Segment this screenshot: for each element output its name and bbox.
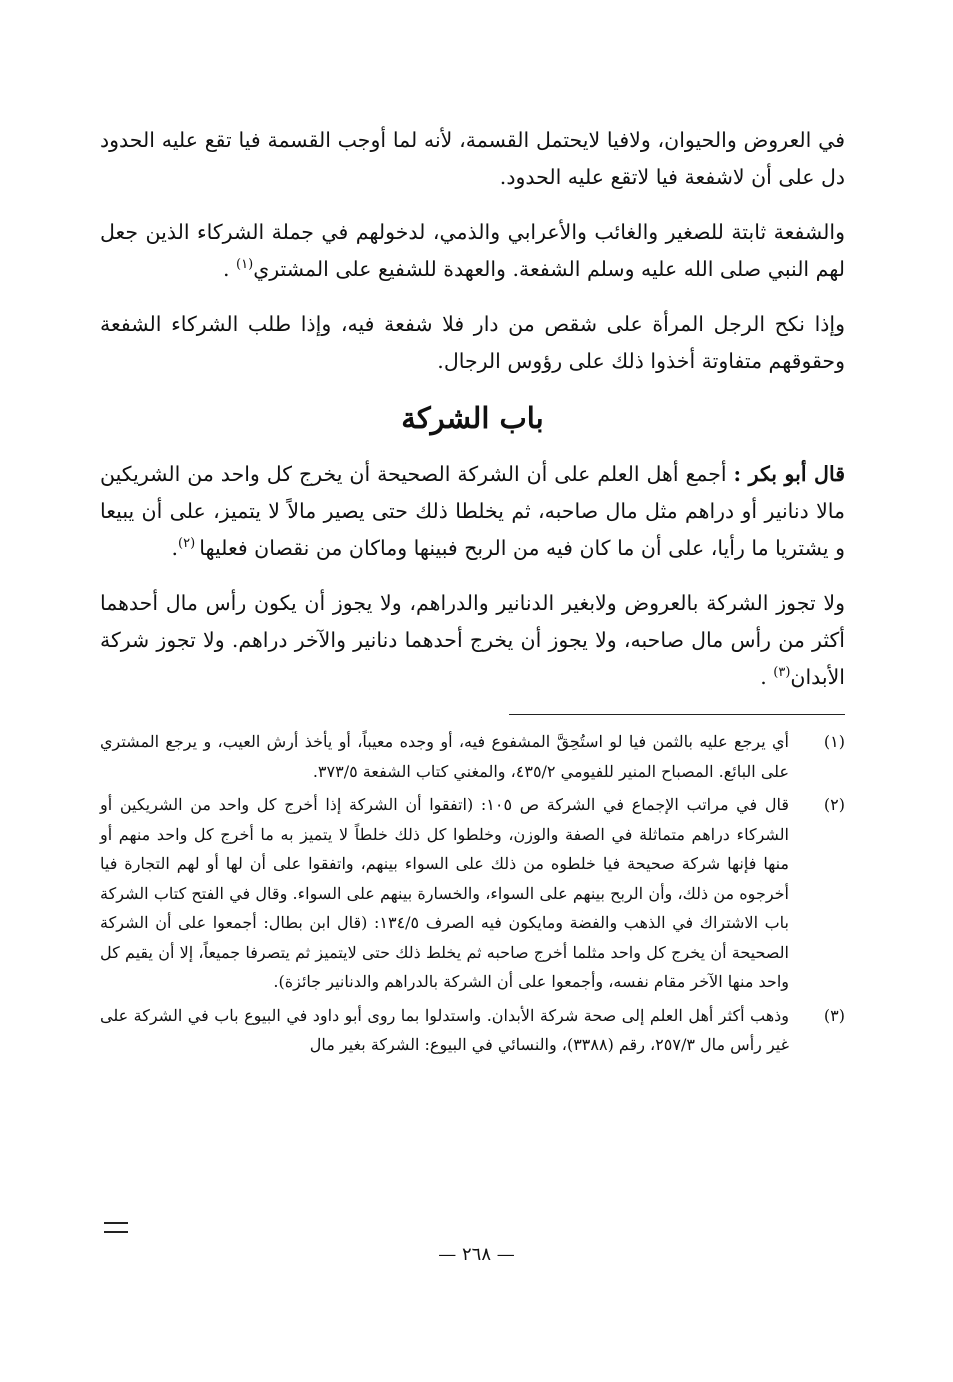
paragraph-1 (100, 122, 845, 196)
paragraph-4-text: أجمع أهل العلم على أن الشركة الصحيحة أن يخرج كل واحد من الشريكين مالا دنانير أو دراهم مثل مال صاحبه، ثم يخلطا ذلك حتى يصير مالاً لا يتميز، على أن يبيعا و يشتريا ما رأيا، على أن ما كان فيه من الربح فبينها وماكان من نقصان فعليها (100, 462, 845, 560)
paragraph-3-text: وإذا نكح الرجل المرأة على شقص من دار فلا شفعة فيه، وإذا طلب الشركاء الشفعة وحقوقهم متفاوتة أخذوا ذلك على رؤوس الرجال. (100, 312, 845, 373)
paragraph-4-end: . (171, 536, 178, 560)
paragraph-5-text: ولا تجوز الشركة بالعروض ولابغير الدنانير والدراهم، ولا يجوز أن يكون رأس مال أحدهما أكثر من رأس مال صاحبه، ولا يجوز أن يخرج أحدهما دنانير والآخر دراهم. ولا تجوز شركة الأبدان (100, 591, 845, 689)
continuation-mark (104, 1222, 128, 1233)
footnote-ref-1: (١) (236, 257, 254, 273)
footnote-ref-3: (٣) (773, 665, 791, 681)
footnote-text: قال في مراتب الإجماع في الشركة ص ١٠٥: (اتفقوا أن الشركة إذا أخرج كل واحد من الشريكين أو الشركاء دراهم متماثلة في الصفة والوزن، وخلطوا كل ذلك خلطاً لا يتميز به ما أخرج كل واحد منهم أو منها فإنها شركة صحيحة فيا خلطوه من ذلك على السواء بينهم، واتفقوا على أن لها أو لهم التجارة فيا أخرجوه من ذلك، وأن الربح بينهم على السواء، والخسارة بينهم على السواء. وقال في الفتح كتاب الشركة باب الاشتراك في الذهب والفضة ومايكون فيه الصرف ١٣٤/٥: (قال ابن بطال: أجمعوا على أن الشركة الصحيحة أن يخرج كل واحد مثلما أخرج صاحبه ثم يخلط ذلك حتى لايتميز ثم يتصرفا جميعاً، إلا أن يقيم كل واحد منها الآخر مقام نفسه، وأجمعوا على أن الشركة بالدراهم والدنانير جائزة). (100, 795, 789, 991)
chapter-title: باب الشركة (401, 401, 544, 435)
footnotes (100, 727, 845, 1060)
paragraph-5-end: . (760, 665, 774, 689)
paragraph-2 (100, 214, 845, 288)
author-lead: قال أبو بكر : (733, 462, 846, 486)
footnote-text: أي يرجع عليه بالثمن فيا لو استُحِقَّ المشفوع فيه، أو وجده معيباً، أو يأخذ أرش العيب، و يرجع المشتري على البائع. المصباح المنير للفيومي ٤٣٥/٢، والمغني كتاب الشفعة ٣٧٣/٥. (100, 732, 790, 781)
paragraph-2-text: والشفعة ثابتة للصغير والغائب والأعرابي والذمي، لدخولهم في جملة الشركاء الذين جعل لهم النبي صلى الله عليه وسلم الشفعة. والعهدة للشفيع على المشتري (100, 220, 845, 281)
footnote-number: (٢) (823, 795, 845, 814)
paragraph-2-end: . (223, 257, 237, 281)
footnote-ref-2: (٢) (178, 536, 200, 552)
footnote-text: وذهب أكثر أهل العلم إلى صحة شركة الأبدان. واستدلوا بما روى أبو داود في البيوع باب في الشركة على غير رأس مال ٢٥٧/٣، رقم (٣٣٨٨)، والنسائي في البيوع: الشركة بغير مال (100, 1005, 789, 1054)
paragraph-1-text: في العروض والحيوان، ولافيا لايحتمل القسمة، لأنه لما أوجب القسمة فيا تقع عليه الحدود دل على أن لاشفعة فيا لاتقع عليه الحدود. (100, 128, 845, 189)
footnote-number: (١) (823, 732, 845, 751)
footnote-separator (509, 714, 845, 715)
footnote-1 (100, 727, 845, 786)
paragraph-5 (100, 585, 845, 696)
footnote-number: (٣) (823, 1005, 845, 1025)
footnote-2 (100, 790, 845, 997)
paragraph-4 (100, 456, 845, 567)
footnote-3 (100, 1001, 845, 1060)
page-number: — ٢٦٨ — (438, 1244, 515, 1265)
paragraph-3 (100, 306, 845, 380)
page-body (100, 122, 845, 1064)
